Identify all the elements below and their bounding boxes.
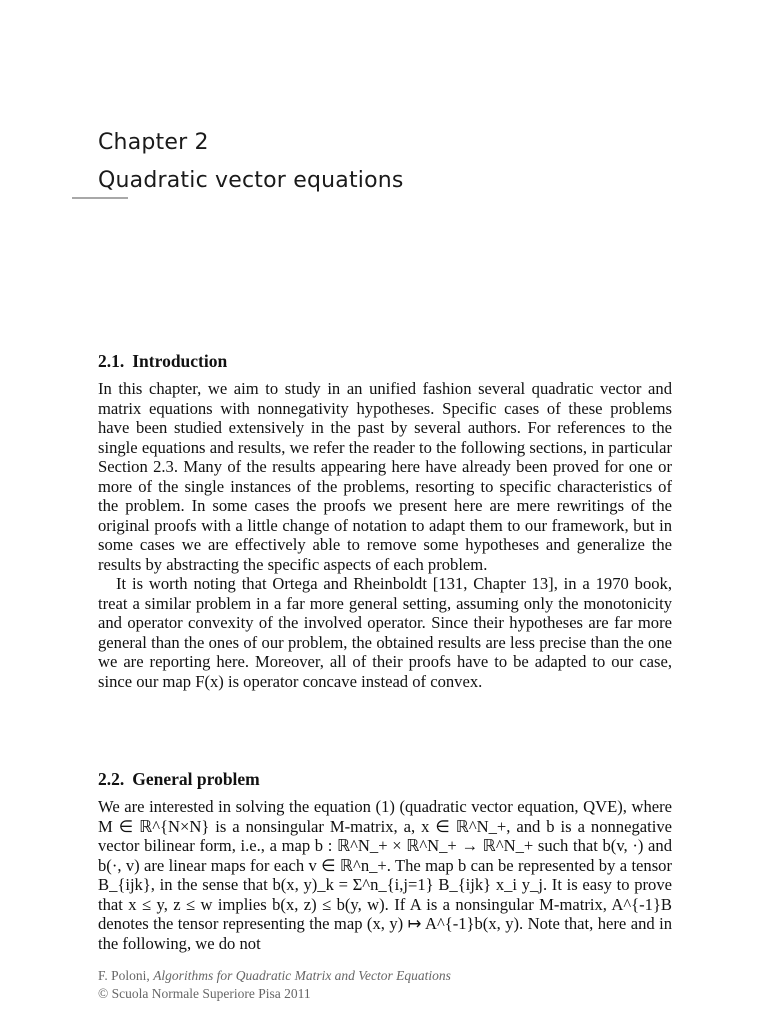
footer-book-title: Algorithms for Quadratic Matrix and Vector Equations bbox=[153, 968, 451, 983]
section-number: 2.2. bbox=[98, 769, 125, 789]
footer-citation bbox=[98, 967, 451, 985]
paragraph: It is worth noting that Ortega and Rheinboldt [131, Chapter 13], in a 1970 book, treat a similar problem in a far more general setting, assuming only the monotonicity and operator convexity of the involved operator. Since their hypotheses are far more general than the ones of our problem, the obtained results are less precise than the one we are reporting here. Moreover, all of their proofs have to be adapted to our case, since our map F(x) is operator concave instead of convex. bbox=[98, 574, 672, 691]
chapter-rule bbox=[72, 197, 128, 199]
section-number: 2.1. bbox=[98, 351, 125, 371]
chapter-label: Chapter 2 bbox=[98, 130, 209, 155]
chapter-heading bbox=[98, 124, 404, 200]
paragraph: In this chapter, we aim to study in an unified fashion several quadratic vector and matrix equations with nonnegativity hypotheses. Specific cases of these problems have been studied extensively in the past by several authors. For references to the single equations and results, we refer the reader to the following sections, in particular Section 2.3. Many of the results appearing here have already been proved for one or more of the single instances of the problems, resorting to specific characteristics of the problem. In some cases the proofs we present here are mere rewritings of the original proofs with a little change of notation to adapt them to our framework, but in some cases we are effectively able to remove some hypotheses and generalize the results by abstracting the specific aspects of each problem. bbox=[98, 379, 672, 574]
section-title: General problem bbox=[132, 769, 260, 789]
section-body-general-problem bbox=[98, 797, 672, 953]
footer-author: F. Poloni, bbox=[98, 968, 154, 983]
chapter-title: Quadratic vector equations bbox=[98, 168, 404, 193]
footer-copyright: © Scuola Normale Superiore Pisa 2011 bbox=[98, 986, 311, 1001]
section-heading-introduction bbox=[98, 351, 227, 372]
section-body-introduction bbox=[98, 379, 672, 691]
paragraph: We are interested in solving the equation (1) (quadratic vector equation, QVE), where M ∈ ℝ^{N×N} is a nonsingular M-matrix, a, x ∈ ℝ^N_+, and b is a nonnegative vector bilinear form, i.e., a map b : ℝ^N_+ × ℝ^N_+ → ℝ^N_+ such that b(v, ·) and b(·, v) are linear maps for each v ∈ ℝ^n_+. The map b can be represented by a tensor B_{ijk}, in the sense that b(x, y)_k = Σ^n_{i,j=1} B_{ijk} x_i y_j. It is easy to prove that x ≤ y, z ≤ w implies b(x, z) ≤ b(y, w). If A is a nonsingular M-matrix, A^{-1}B denotes the tensor representing the map (x, y) ↦ A^{-1}b(x, y). Note that, here and in the following, we do not bbox=[98, 797, 672, 953]
section-heading-general-problem bbox=[98, 769, 260, 790]
section-title: Introduction bbox=[132, 351, 228, 371]
page-footer bbox=[98, 967, 451, 1003]
